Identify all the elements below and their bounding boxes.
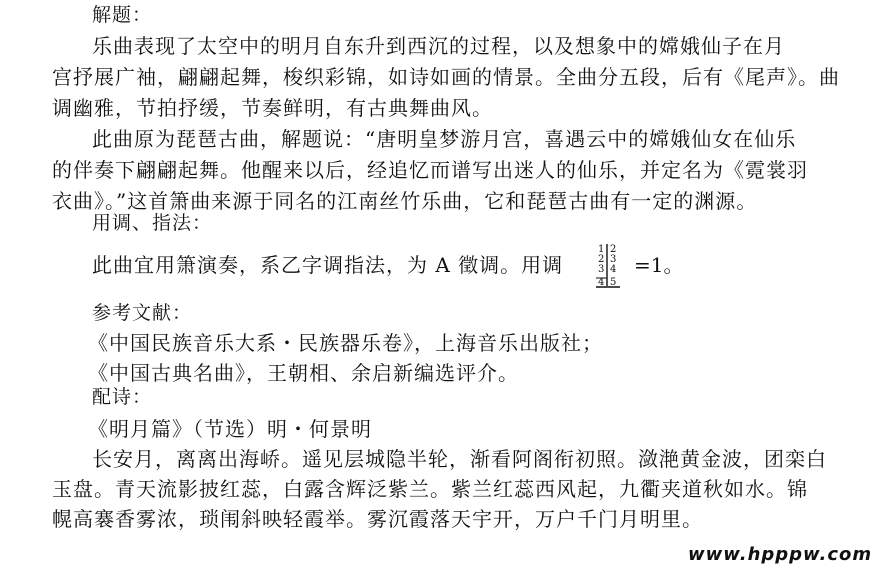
tuning-left-2: 2 [598, 254, 605, 265]
tuning-left-1: 1 [598, 244, 605, 255]
para1-line1: 乐曲表现了太空中的明月自东升到西沉的过程，以及想象中的嫦娥仙子在月 [92, 34, 785, 58]
para2-line3: 衣曲》。”这首箫曲来源于同名的江南丝竹乐曲，它和琵琶古曲有一定的渊源。 [52, 189, 758, 213]
tuning-right-4: 5 [610, 277, 617, 288]
poem-line-3: 幌高褰香雾浓，琐闱斜映轻霞举。雾沉霞落天宇开，万户千门月明里。 [52, 507, 703, 531]
tuning-right-2: 3 [610, 254, 617, 265]
heading-yongdiao: 用调、指法： [92, 212, 213, 234]
poem-title: 《明月篇》（节选）明・何景明 [88, 417, 372, 441]
tuning-left-4: 4 [598, 277, 605, 288]
heading-jieti: 解题： [92, 4, 153, 26]
tuning-left-3: 3 [598, 264, 605, 275]
heading-peishi: 配诗： [92, 386, 153, 408]
fingering-tuning-diagram [590, 243, 626, 289]
para1-line2: 宫抒展广袖，翩翩起舞，梭织彩锦，如诗如画的情景。全曲分五段，后有《尾声》。曲 [52, 65, 840, 89]
tuning-right-1: 2 [610, 244, 617, 255]
tuning-right-3: 4 [610, 264, 617, 275]
para1-line3: 调幽雅，节拍抒缓，节奏鲜明，有古典舞曲风。 [52, 96, 493, 120]
reference-1: 《中国民族音乐大系・民族器乐卷》，上海音乐出版社； [88, 331, 603, 355]
tuning-text: 此曲宜用箫演奏，系乙字调指法，为 A 徵调。用调 [92, 253, 564, 277]
tuning-equation: =1。 [634, 253, 684, 277]
poem-line-1: 长安月，离离出海峤。遥见层城隐半轮，渐看阿阁衔初照。潋滟黄金波，团栾白 [92, 447, 827, 471]
para2-line1: 此曲原为琵琶古曲，解题说：“唐明皇梦游月宫，喜遇云中的嫦娥仙女在仙乐 [92, 127, 797, 151]
site-watermark: www.hpppw.com [688, 544, 873, 565]
heading-cankao: 参考文献： [92, 302, 193, 324]
poem-line-2: 玉盘。青天流影披红蕊，白露含辉泛紫兰。紫兰红蕊西风起，九衢夹道秋如水。锦 [52, 477, 808, 501]
para2-line2: 的伴奏下翩翩起舞。他醒来以后，经追忆而谱写出迷人的仙乐，并定名为《霓裳羽 [52, 158, 808, 182]
reference-2: 《中国古典名曲》，王朝相、余启新编选评介。 [88, 361, 519, 385]
